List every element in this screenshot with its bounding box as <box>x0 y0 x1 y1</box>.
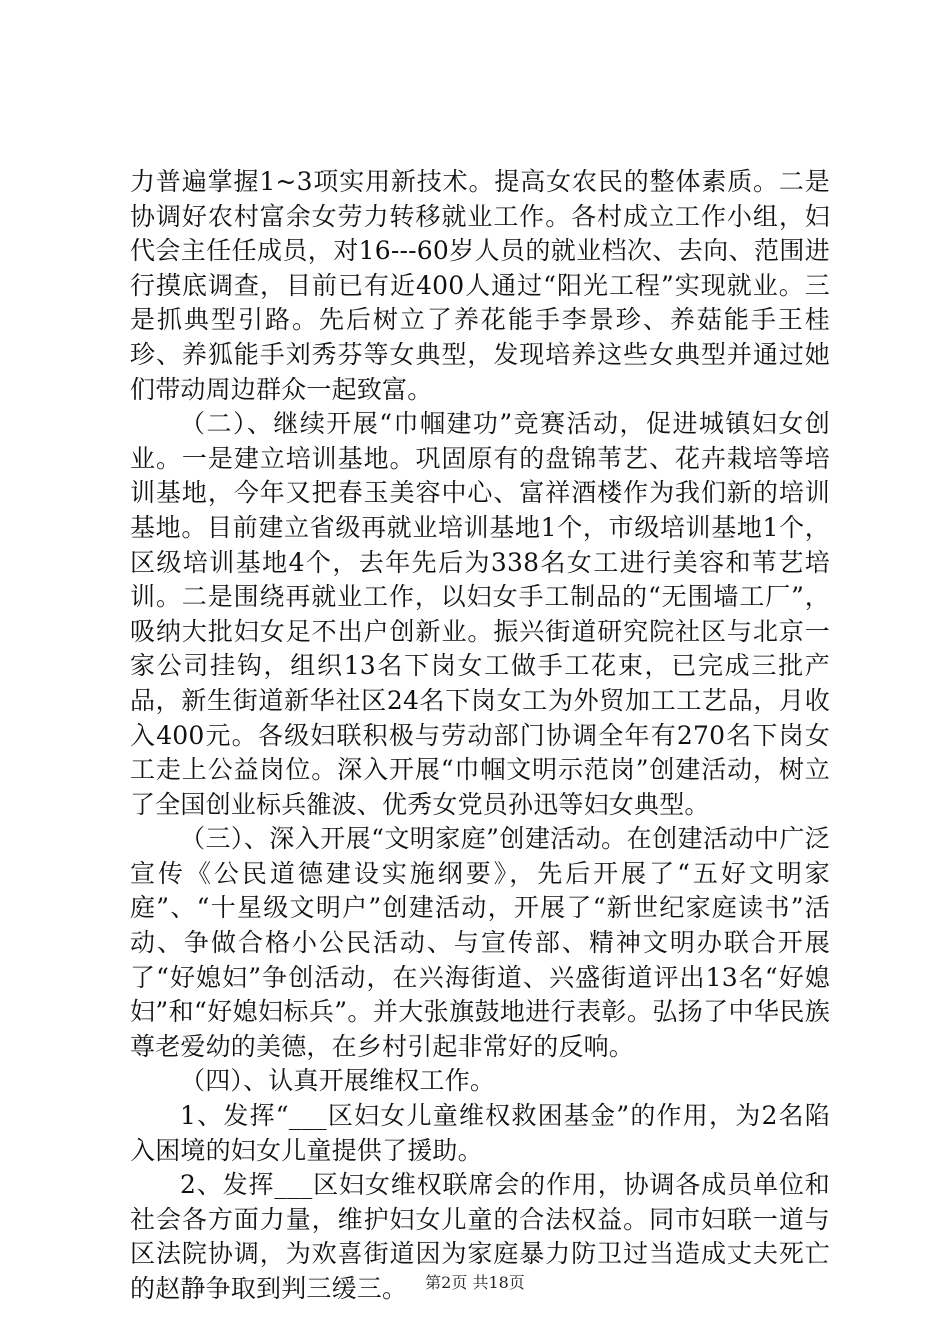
paragraph-section-4-heading: （四）、认真开展维权工作。 <box>180 1066 496 1096</box>
paragraph-item-1: 1、发挥“___区妇女儿童维权救困基金”的作用，为2名陷入困境的妇女儿童提供了援助。 <box>130 1101 830 1165</box>
document-body <box>130 165 830 1307</box>
page-footer: 第2页 共18页 <box>425 1273 525 1292</box>
paragraph-continuation: 力普遍掌握1~3项实用新技术。提高女农民的整体素质。二是协调好农村富余女劳力转移就业工作。各村成立工作小组，妇代会主任任成员，对16---60岁人员的就业档次、去向、范围进行摸底调查，目前已有近400人通过“阳光工程”实现就业。三是抓典型引路。先后树立了养花能手李景珍、养菇能手王桂珍、养狐能手刘秀芬等女典型，发现培养这些女典型并通过她们带动周边群众一起致富。 <box>130 167 830 404</box>
paragraph-section-3: （三）、深入开展“文明家庭”创建活动。在创建活动中广泛宣传《公民道德建设实施纲要》，先后开展了“五好文明家庭”、“十星级文明户”创建活动，开展了“新世纪家庭读书”活动、争做合格小公民活动、与宣传部、精神文明办联合开展了“好媳妇”争创活动，在兴海街道、兴盛街道评出13名“好媳妇”和“好媳妇标兵”。并大张旗鼓地进行表彰。弘扬了中华民族尊老爱幼的美德，在乡村引起非常好的反响。 <box>130 824 830 1061</box>
paragraph-item-2: 2、发挥___区妇女维权联席会的作用，协调各成员单位和社会各方面力量，维护妇女儿童的合法权益。同市妇联一道与区法院协调，为欢喜街道因为家庭暴力防卫过当造成丈夫死亡的赵静争取到判三缓三。 <box>130 1170 830 1303</box>
paragraph-section-2: （二）、继续开展“巾帼建功”竞赛活动，促进城镇妇女创业。一是建立培训基地。巩固原有的盘锦苇艺、花卉栽培等培训基地，今年又把春玉美容中心、富祥酒楼作为我们新的培训基地。目前建立省级再就业培训基地1个，市级培训基地1个，区级培训基地4个，去年先后为338名女工进行美容和苇艺培训。二是围绕再就业工作，以妇女手工制品的“无围墙工厂”，吸纳大批妇女足不出户创新业。振兴街道研究院社区与北京一家公司挂钩，组织13名下岗女工做手工花束，已完成三批产品，新生街道新华社区24名下岗女工为外贸加工工艺品，月收入400元。各级妇联积极与劳动部门协调全年有270名下岗女工走上公益岗位。深入开展“巾帼文明示范岗”创建活动，树立了全国创业标兵雒波、优秀女党员孙迅等妇女典型。 <box>130 409 830 819</box>
